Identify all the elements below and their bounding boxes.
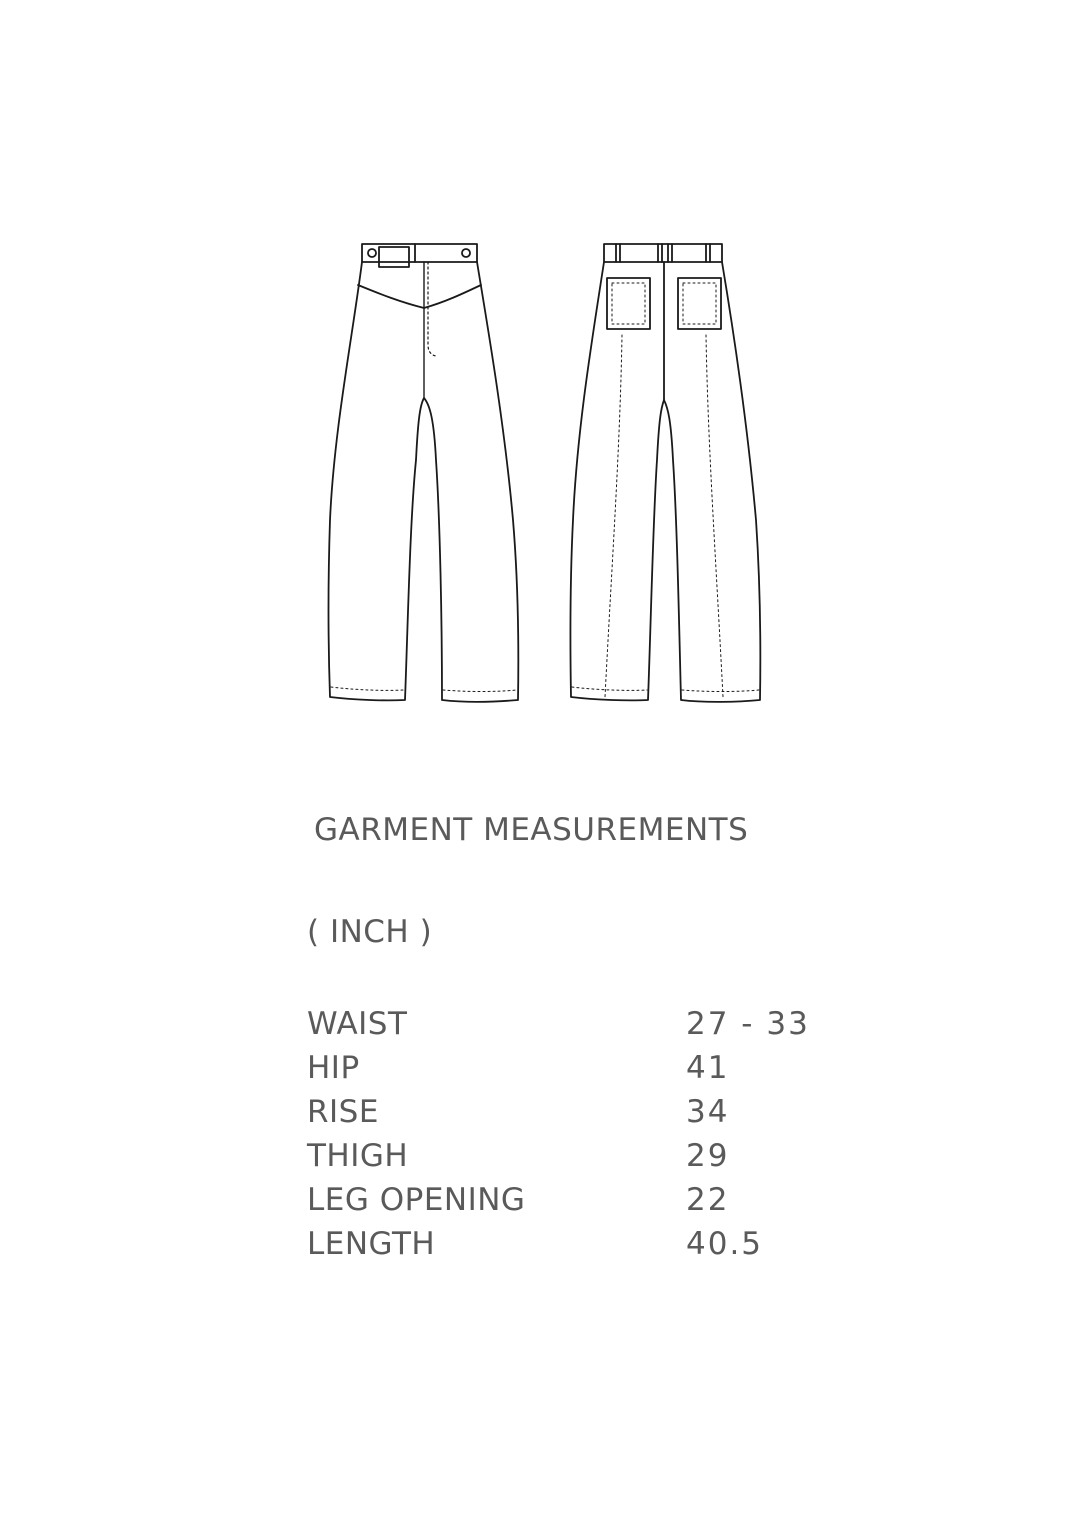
measurement-value: 27 - 33 — [686, 1006, 810, 1042]
measurement-value: 41 — [686, 1050, 730, 1086]
measurement-value: 29 — [686, 1138, 730, 1174]
measurement-row-thigh — [307, 1138, 867, 1182]
measurements-heading: GARMENT MEASUREMENTS — [314, 812, 749, 848]
measurement-value: 22 — [686, 1182, 730, 1218]
measurement-label: LENGTH — [307, 1226, 436, 1262]
measurement-value: 34 — [686, 1094, 730, 1130]
back-view-drawing — [570, 244, 760, 702]
measurement-row-length — [307, 1226, 867, 1270]
measurement-label: LEG OPENING — [307, 1182, 526, 1218]
measurement-row-hip — [307, 1050, 867, 1094]
measurement-label: THIGH — [307, 1138, 409, 1174]
measurement-value: 40.5 — [686, 1226, 764, 1262]
unit-label: ( INCH ) — [307, 914, 433, 950]
measurement-label: HIP — [307, 1050, 360, 1086]
measurement-row-rise — [307, 1094, 867, 1138]
front-view-drawing — [329, 244, 519, 702]
measurement-label: RISE — [307, 1094, 379, 1130]
measurement-row-leg-opening — [307, 1182, 867, 1226]
measurement-label: WAIST — [307, 1006, 408, 1042]
measurement-row-waist — [307, 1006, 867, 1050]
